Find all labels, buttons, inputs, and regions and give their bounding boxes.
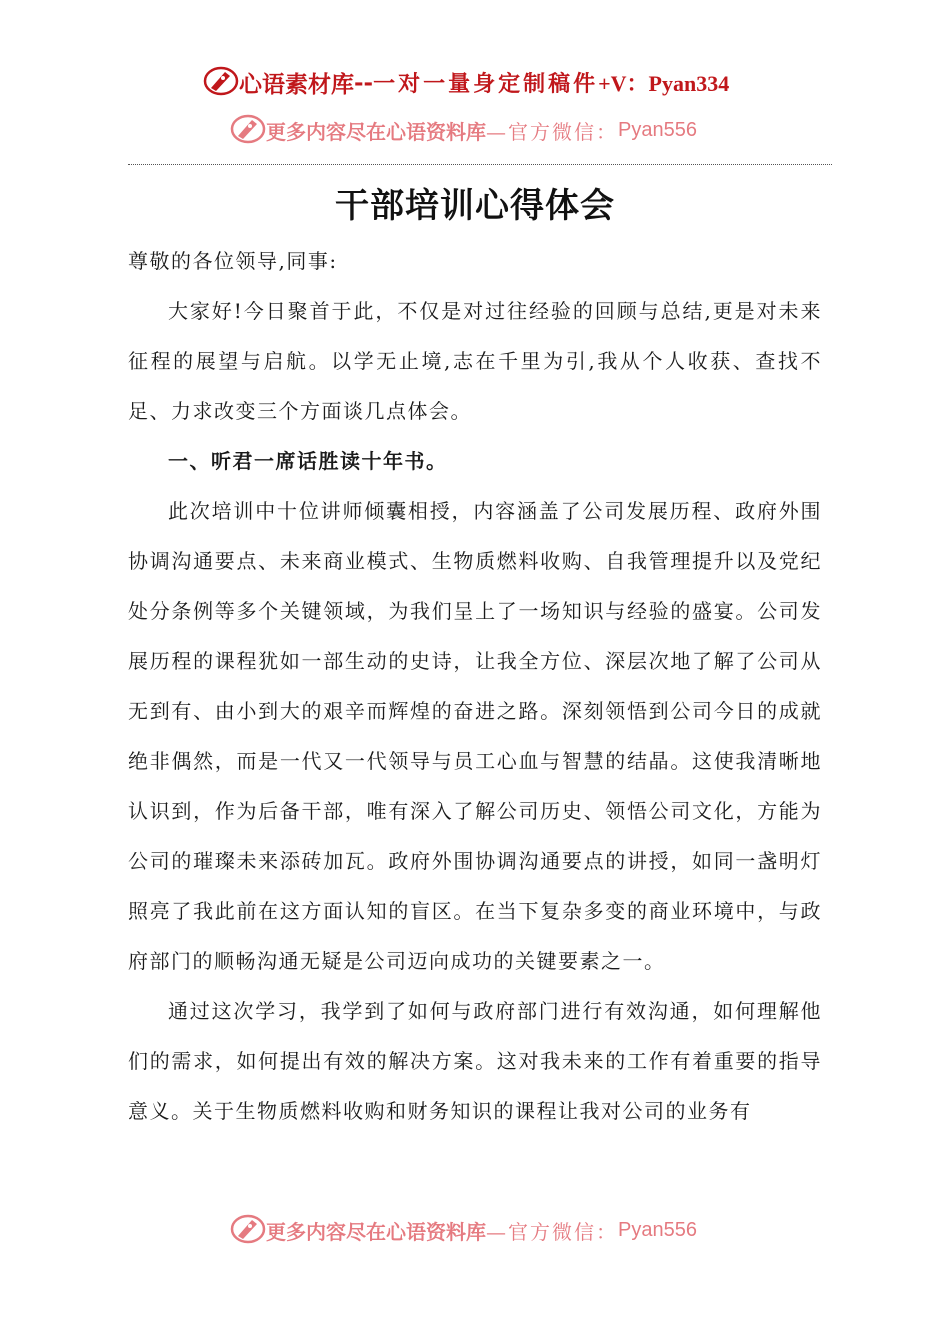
header-slogan: 一对一量身定制稿件 <box>373 70 599 97</box>
section-heading: 一、听君一席话胜读十年书。 <box>168 449 448 473</box>
header-contact: +V：Pyan334 <box>598 70 730 96</box>
header-divider <box>128 164 832 165</box>
watermark-text: 更多内容尽在心语资料库 <box>266 119 486 144</box>
header-banner <box>205 62 785 102</box>
paragraph-intro: 大家好!今日聚首于此，不仅是对过往经验的回顾与总结,更是对未来征程的展望与启航。以学无止境,志在千里为引,我从个人收获、查找不足、力求改变三个方面谈几点体会。 <box>128 299 822 423</box>
document-title: 干部培训心得体会 <box>335 186 615 226</box>
watermark-top <box>230 113 750 147</box>
watermark-wechat-id: Pyan556 <box>618 1218 697 1241</box>
watermark-bottom <box>230 1213 750 1247</box>
header-separator: -- <box>354 68 374 96</box>
watermark-wechat-id: Pyan556 <box>618 118 697 141</box>
paragraph-body: 通过这次学习，我学到了如何与政府部门进行有效沟通，如何理解他们的需求，如何提出有效的解决方案。这对我未来的工作有着重要的指导意义。关于生物质燃料收购和财务知识的课程让我对公司的业务有 <box>128 999 822 1123</box>
watermark-label: —官方微信： <box>486 1219 618 1244</box>
salutation: 尊敬的各位领导,同事: <box>128 249 338 273</box>
document-body <box>128 236 822 1136</box>
brand-name: 心语素材库 <box>239 70 354 98</box>
paragraph-body: 此次培训中十位讲师倾囊相授，内容涵盖了公司发展历程、政府外围协调沟通要点、未来商业模式、生物质燃料收购、自我管理提升以及党纪处分条例等多个关键领域，为我们呈上了一场知识与经验的盛宴。公司发展历程的课程犹如一部生动的史诗，让我全方位、深层次地了解了公司从无到有、由小到大的艰辛而辉煌的奋进之路。深刻领悟到公司今日的成就绝非偶然，而是一代又一代领导与员工心血与智慧的结晶。这使我清晰地认识到，作为后备干部，唯有深入了解公司历史、领悟公司文化，方能为公司的璀璨未来添砖加瓦。政府外围协调沟通要点的讲授，如同一盏明灯照亮了我此前在这方面认知的盲区。在当下复杂多变的商业环境中，与政府部门的顺畅沟通无疑是公司迈向成功的关键要素之一。 <box>128 499 822 973</box>
watermark-label: —官方微信： <box>486 119 618 144</box>
watermark-text: 更多内容尽在心语资料库 <box>266 1219 486 1244</box>
